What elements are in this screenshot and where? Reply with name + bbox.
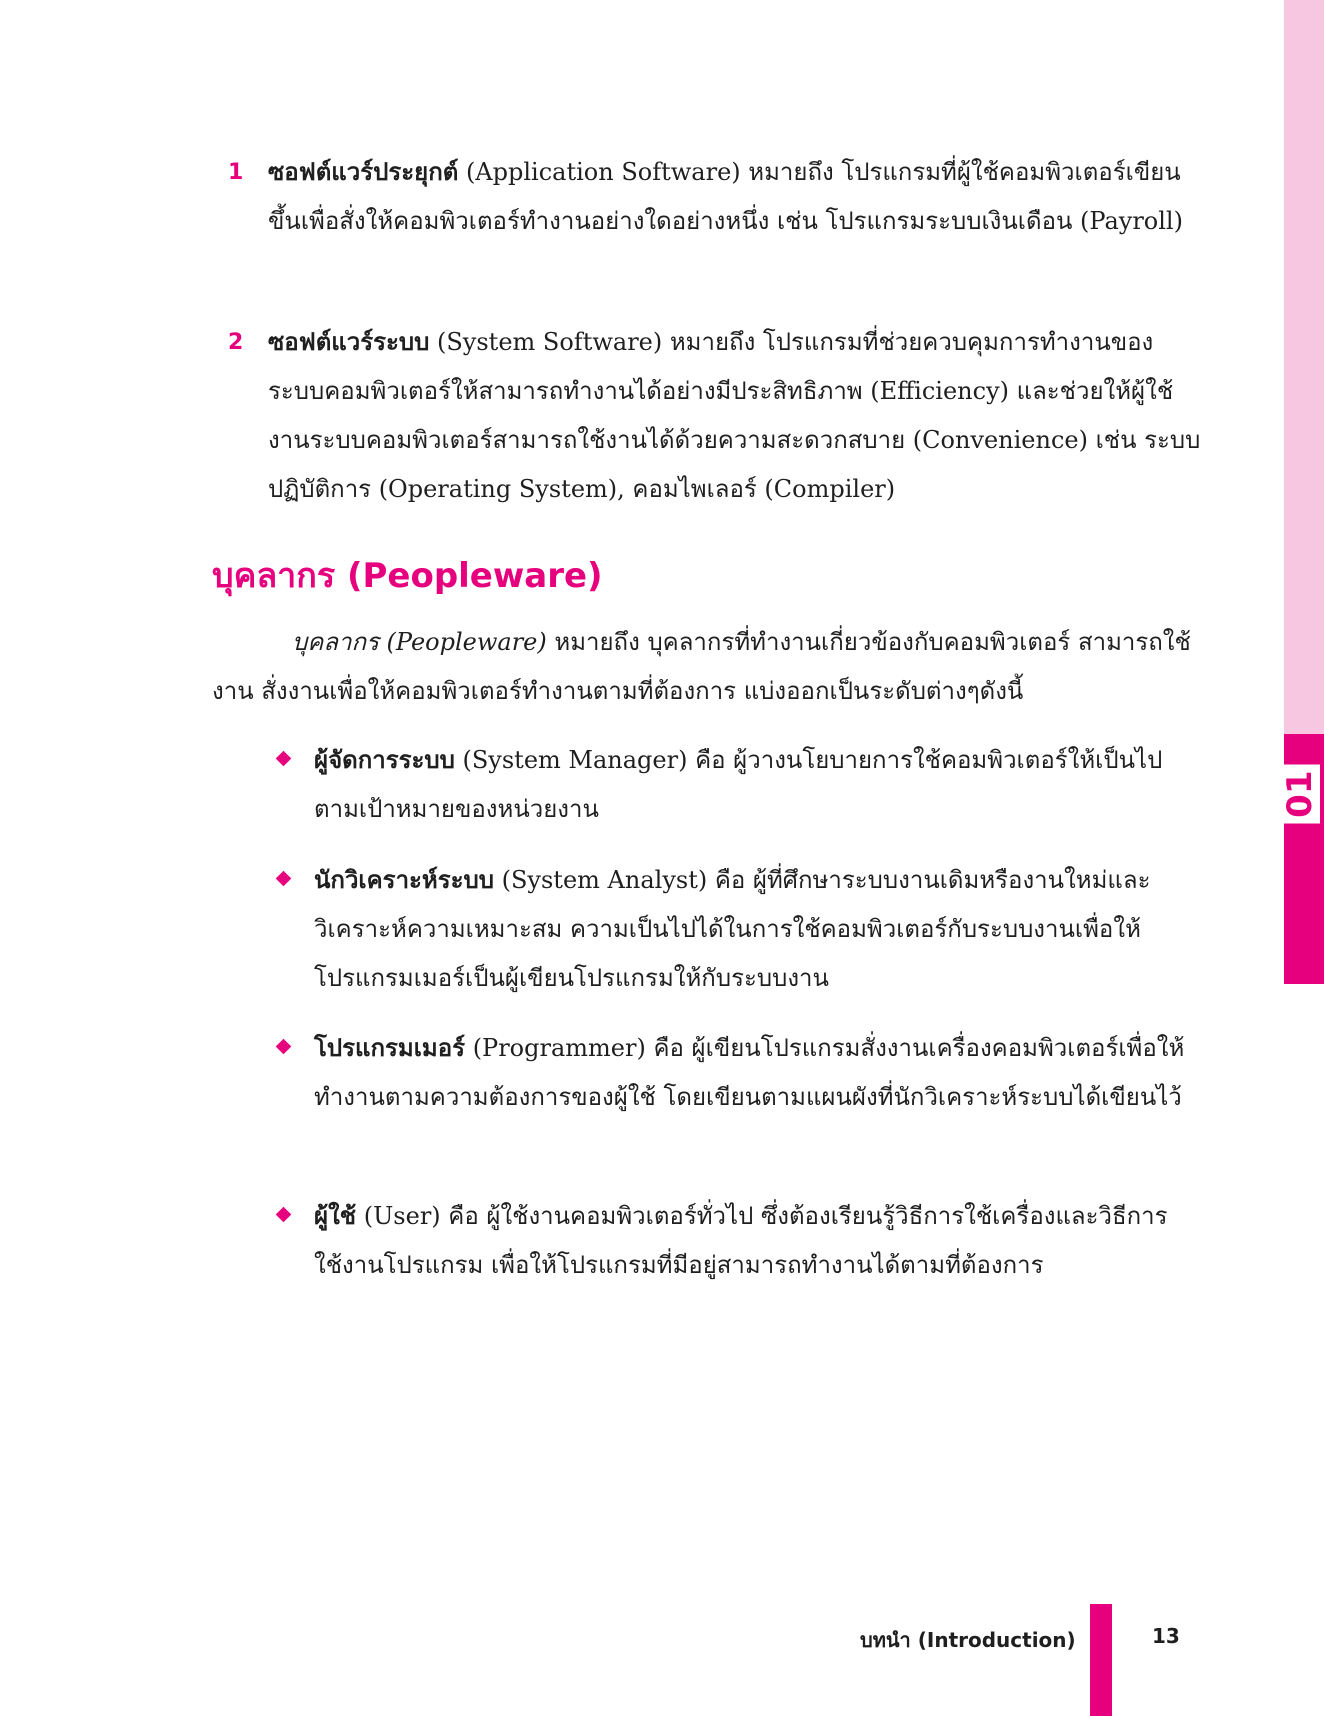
list-item-term: ผู้จัดการระบบ xyxy=(314,746,455,774)
sidebar-light-strip xyxy=(1284,0,1324,734)
page-number: 13 xyxy=(1152,1624,1180,1648)
footer-accent-bar xyxy=(1090,1604,1112,1716)
list-item xyxy=(278,1024,1194,1122)
list-item-term: นักวิเคราะห์ระบบ xyxy=(314,866,494,894)
list-item-text: (Programmer) คือ ผู้เขียนโปรแกรมสั่งงานเครื่องคอมพิวเตอร์เพื่อให้ทำงานตามความต้องการของผู้ใช้ โดยเขียนตามแผนผังที่นักวิเคราะห์ระบบได้เขียนไว้ xyxy=(314,1034,1185,1111)
intro-text: หมายถึง บุคลากรที่ทำงานเกี่ยวข้องกับคอมพิวเตอร์ สามารถใช้งาน สั่งงานเพื่อให้คอมพิวเตอร์ทำงานตามที่ต้องการ แบ่งออกเป็นระดับต่างๆดังนี้ xyxy=(212,628,1191,705)
numbered-item xyxy=(228,148,1208,246)
list-item-text: (System Analyst) คือ ผู้ที่ศึกษาระบบงานเดิมหรืองานใหม่และวิเคราะห์ความเหมาะสม ความเป็นไปได้ในการใช้คอมพิวเตอร์กับระบบงานเพื่อให้โปรแกรมเมอร์เป็นผู้เขียนโปรแกรมให้กับระบบงาน xyxy=(314,866,1151,992)
list-item-body xyxy=(314,736,1194,834)
diamond-bullet-icon xyxy=(276,1207,292,1223)
list-item-body xyxy=(314,1024,1194,1122)
numbered-item xyxy=(228,318,1208,514)
list-item xyxy=(278,1192,1194,1290)
item-text: (System Software) หมายถึง โปรแกรมที่ช่วยควบคุมการทำงานของระบบคอมพิวเตอร์ให้สามารถทำงานได้อย่างมีประสิทธิภาพ (Efficiency) และช่วยให้ผู้ใช้งานระบบคอมพิวเตอร์สามารถใช้งานได้ด้วยความสะดวกสบาย (Convenience) เช่น ระบบปฏิบัติการ (Operating System), คอมไพเลอร์ (Compiler) xyxy=(268,328,1201,503)
list-item-term: โปรแกรมเมอร์ xyxy=(314,1034,466,1062)
item-number: 2 xyxy=(228,330,244,355)
list-item-body xyxy=(314,856,1194,1003)
diamond-bullet-icon xyxy=(276,751,292,767)
item-body xyxy=(268,318,1208,514)
diamond-bullet-icon xyxy=(276,1039,292,1055)
item-term: ซอฟต์แวร์ระบบ xyxy=(268,328,430,356)
list-item-body xyxy=(314,1192,1194,1290)
item-term: ซอฟต์แวร์ประยุกต์ xyxy=(268,158,459,186)
item-text: (Application Software) หมายถึง โปรแกรมที่ผู้ใช้คอมพิวเตอร์เขียนขึ้นเพื่อสั่งให้คอมพิวเตอร์ทำงานอย่างใดอย่างหนึ่ง เช่น โปรแกรมระบบเงินเดือน (Payroll) xyxy=(268,158,1183,235)
chapter-word: CHAPTER xyxy=(1287,831,1313,954)
footer-chapter-label: บทนำ (Introduction) xyxy=(860,1628,1076,1652)
section-intro xyxy=(212,618,1192,716)
list-item-text: (User) คือ ผู้ใช้งานคอมพิวเตอร์ทั่วไป ซึ่งต้องเรียนรู้วิธีการใช้เครื่องและวิธีการใช้งานโปรแกรม เพื่อให้โปรแกรมที่มีอยู่สามารถทำงานได้ตามที่ต้องการ xyxy=(314,1202,1168,1279)
list-item-term: ผู้ใช้ xyxy=(314,1202,357,1230)
chapter-tab-label xyxy=(1252,735,1324,983)
diamond-bullet-icon xyxy=(276,871,292,887)
list-item-text: (System Manager) คือ ผู้วางนโยบายการใช้คอมพิวเตอร์ให้เป็นไปตามเป้าหมายของหน่วยงาน xyxy=(314,746,1163,823)
section-title: บุคลากร (Peopleware) xyxy=(212,556,603,596)
list-item xyxy=(278,736,1194,834)
chapter-number: 01 xyxy=(1280,764,1320,823)
list-item xyxy=(278,856,1194,1003)
item-body xyxy=(268,148,1208,246)
intro-term: บุคลากร (Peopleware) xyxy=(292,628,547,656)
item-number: 1 xyxy=(228,160,244,185)
